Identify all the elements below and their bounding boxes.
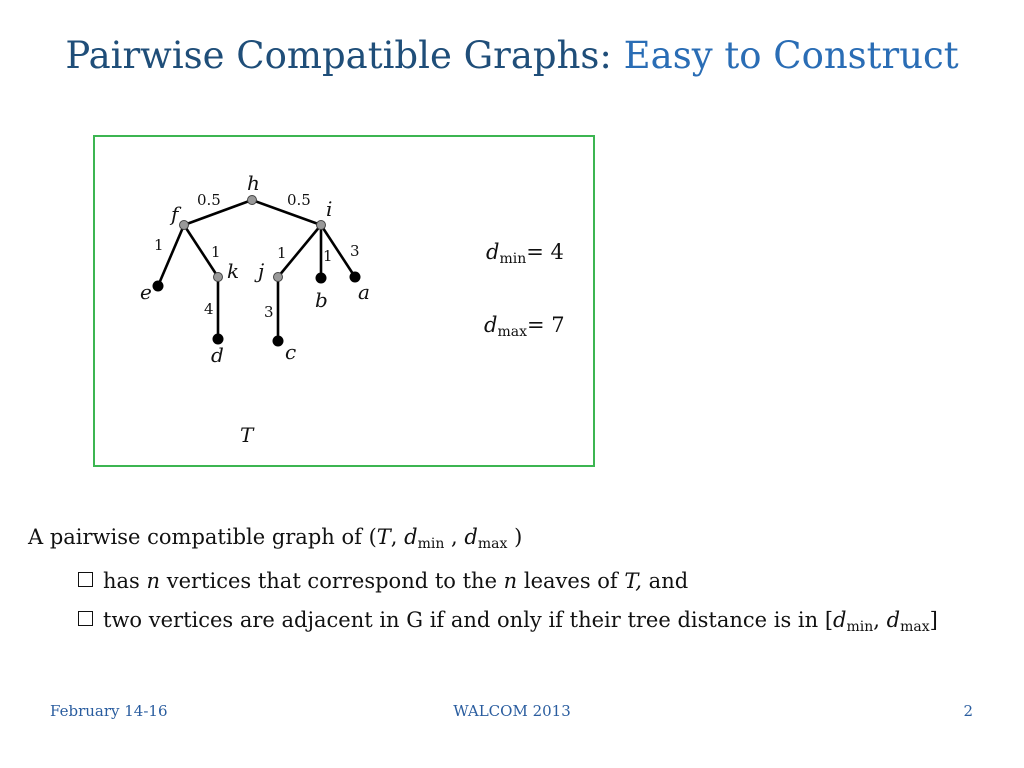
dmax-sub: max xyxy=(497,324,527,340)
title-main: Pairwise Compatible Graphs: xyxy=(65,34,612,77)
label-a: a xyxy=(358,280,370,304)
footer-page-number: 2 xyxy=(963,702,973,720)
definition-close: ) xyxy=(507,525,523,549)
dmin-symbol: d xyxy=(486,240,500,264)
dmin-value xyxy=(486,240,564,267)
bullet-text: leaves of xyxy=(517,569,625,593)
bullet-text: vertices that correspond to the xyxy=(160,569,504,593)
label-i: i xyxy=(326,197,333,221)
node-h xyxy=(248,196,257,205)
bullet-dmax-symbol: d xyxy=(886,608,901,632)
label-h: h xyxy=(247,171,260,195)
checkbox-bullet-icon xyxy=(78,611,93,626)
bullet-item-vertices xyxy=(78,569,688,593)
node-f xyxy=(180,221,189,230)
weight-i-j: 1 xyxy=(277,244,287,262)
checkbox-bullet-icon xyxy=(78,572,93,587)
bullet-text: has xyxy=(103,569,147,593)
definition-sep: , xyxy=(390,525,405,549)
definition-line xyxy=(28,525,522,552)
dmax-value xyxy=(484,313,565,340)
label-b: b xyxy=(315,288,328,312)
definition-intro: A pairwise compatible graph of ( xyxy=(28,525,377,549)
bullet-dmax-sub: max xyxy=(900,619,930,635)
tree-figure-box xyxy=(93,135,595,467)
bullet-n: n xyxy=(503,569,518,593)
node-k xyxy=(214,273,223,282)
node-i xyxy=(317,221,326,230)
definition-dmax-symbol: d xyxy=(464,525,478,549)
leaf-e xyxy=(153,281,164,292)
dmax-symbol: d xyxy=(484,313,498,337)
definition-dmin-symbol: d xyxy=(404,525,418,549)
edge-f-e xyxy=(158,225,184,286)
node-j xyxy=(274,273,283,282)
weight-k-d: 4 xyxy=(204,300,214,318)
weight-i-a: 3 xyxy=(350,242,360,260)
tree-diagram xyxy=(95,137,593,465)
label-e: e xyxy=(140,280,152,304)
tree-label: T xyxy=(240,423,254,447)
leaf-b xyxy=(316,273,327,284)
label-f: f xyxy=(171,202,179,226)
weight-h-i: 0.5 xyxy=(287,191,311,209)
definition-dmax-sub: max xyxy=(477,536,508,552)
dmin-sub: min xyxy=(499,251,527,267)
bullet-n: n xyxy=(146,569,161,593)
bullet-dmin-symbol: d xyxy=(833,608,847,632)
weight-i-b: 1 xyxy=(323,247,333,265)
bullet-sep: , xyxy=(873,608,887,632)
bullet-text: two vertices are adjacent in G if and only if their tree distance is in [ xyxy=(103,608,834,632)
label-k: k xyxy=(227,259,240,283)
slide-title xyxy=(0,34,1024,77)
weight-f-e: 1 xyxy=(154,236,164,254)
footer-conference: WALCOM 2013 xyxy=(453,702,571,720)
definition-dmin-sub: min xyxy=(417,536,445,552)
leaf-c xyxy=(273,336,284,347)
label-j: j xyxy=(258,259,265,283)
bullet-text: and xyxy=(642,569,689,593)
weight-h-f: 0.5 xyxy=(197,191,221,209)
bullet-dmin-sub: min xyxy=(846,619,874,635)
weight-f-k: 1 xyxy=(211,243,221,261)
bullet-T: T, xyxy=(624,569,642,593)
label-d: d xyxy=(211,343,224,367)
bullet-item-adjacency xyxy=(78,608,938,635)
bullet-close: ] xyxy=(929,608,938,632)
footer-date: February 14-16 xyxy=(50,702,168,720)
title-accent: Easy to Construct xyxy=(623,34,959,77)
definition-T: T xyxy=(376,525,391,549)
dmin-number: = 4 xyxy=(526,240,564,264)
label-c: c xyxy=(285,340,297,364)
definition-sep: , xyxy=(444,525,465,549)
weight-j-c: 3 xyxy=(264,303,274,321)
dmax-number: = 7 xyxy=(526,313,565,337)
